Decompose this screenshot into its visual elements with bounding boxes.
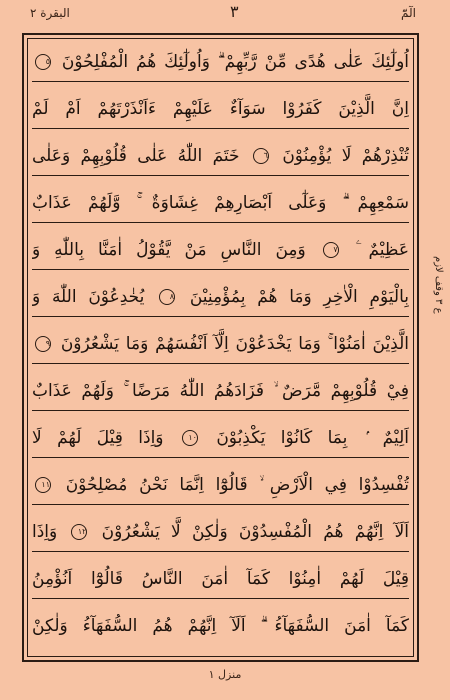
line-text: يُخٰدِعُوْنَ اللّٰهَ وَ [32, 287, 145, 307]
line-text: فِيْ قُلُوْبِهِمْ مَّرَضٌ ۙ فَزَادَهُمُ اللّٰهُ مَرَضًا ۚ وَلَهُمْ عَذَابٌ [32, 381, 409, 401]
ruku-marker: ع ٣ وقف لازم [433, 256, 444, 314]
manzil-label: منزل ١ [208, 668, 242, 681]
line-text: سَمْعِهِمْ ۗ وَعَلٰٓى اَبْصَارِهِمْ غِشَاوَةٌ ۚ وَّلَهُمْ عَذَابٌ [32, 193, 409, 213]
line-text: الَّذِيْنَ اٰمَنُوْا ۚ وَمَا يَخْدَعُوْنَ اِلَّآ اَنْفُسَهُمْ وَمَا يَشْعُرُوْنَ [60, 334, 409, 354]
verse-line-12 [32, 559, 409, 599]
line-text: وَاِذَا [32, 522, 58, 542]
line-text: كَمَآ اٰمَنَ السُّفَهَآءُ ۗ اَلَآ اِنَّهُمْ هُمُ السُّفَهَآءُ وَلٰكِنْ [32, 616, 409, 636]
ayah-marker: ٧ [323, 242, 339, 258]
ayah-marker: ١٠ [182, 430, 198, 446]
ayah-marker: ١٢ [71, 524, 87, 540]
juz-name: الٓمّٓ [401, 6, 416, 20]
verse-line-2 [32, 89, 409, 129]
line-text: وَمِنَ النَّاسِ مَنْ يَّقُوْلُ اٰمَنَّا بِاللّٰهِ وَ [32, 240, 306, 260]
line-text: قِيْلَ لَهُمْ اٰمِنُوْا كَمَآ اٰمَنَ النَّاسُ قَالُوْٓا اَنُؤْمِنُ [32, 569, 409, 589]
verse-line-10 [32, 465, 409, 505]
ayah-marker: ١١ [35, 477, 51, 493]
surah-name: البقرة ٢ [30, 6, 70, 20]
verse-line-4 [32, 183, 409, 223]
verse-line-1 [32, 42, 409, 82]
line-text: اَلِيْمٌ ۢ بِمَا كَانُوْا يَكْذِبُوْنَ [216, 428, 409, 448]
verse-line-6 [32, 277, 409, 317]
verse-line-9 [32, 418, 409, 458]
line-text: اَلَآ اِنَّهُمْ هُمُ الْمُفْسِدُوْنَ وَلٰكِنْ لَّا يَشْعُرُوْنَ [101, 522, 409, 542]
ayah-marker: ٨ [159, 289, 175, 305]
verse-line-5 [32, 230, 409, 270]
page-number: ٣ [230, 2, 239, 21]
verse-line-8 [32, 371, 409, 411]
line-text: اُولٰٓئِكَ عَلٰى هُدًى مِّنْ رَّبِّهِمْ ۗ وَاُولٰٓئِكَ هُمُ الْمُفْلِحُوْنَ [61, 52, 409, 72]
verse-line-13 [32, 606, 409, 646]
verse-line-3 [32, 136, 409, 176]
ayah-marker: ٦ [253, 148, 269, 164]
line-text: تُنْذِرْهُمْ لَا يُؤْمِنُوْنَ [282, 146, 409, 166]
verse-line-7 [32, 324, 409, 364]
line-text: وَاِذَا قِيْلَ لَهُمْ لَا [32, 428, 164, 448]
line-text: اِنَّ الَّذِيْنَ كَفَرُوْا سَوَآءٌ عَلَيْهِمْ ءَاَنْذَرْتَهُمْ اَمْ لَمْ [32, 99, 409, 119]
line-text: بِالْيَوْمِ الْاٰخِرِ وَمَا هُمْ بِمُؤْمِنِيْنَ [189, 287, 409, 307]
line-text: عَظِيْمٌ ۧ [355, 240, 409, 260]
verse-line-11 [32, 512, 409, 552]
line-text: خَتَمَ اللّٰهُ عَلٰى قُلُوْبِهِمْ وَعَلٰى [32, 146, 240, 166]
line-text: تُفْسِدُوْا فِي الْاَرْضِ ۙ قَالُوْٓا اِنَّمَا نَحْنُ مُصْلِحُوْنَ [65, 475, 409, 495]
ayah-marker: ٩ [35, 336, 51, 352]
page-header [22, 2, 422, 32]
ayah-marker: ٥ [35, 54, 51, 70]
